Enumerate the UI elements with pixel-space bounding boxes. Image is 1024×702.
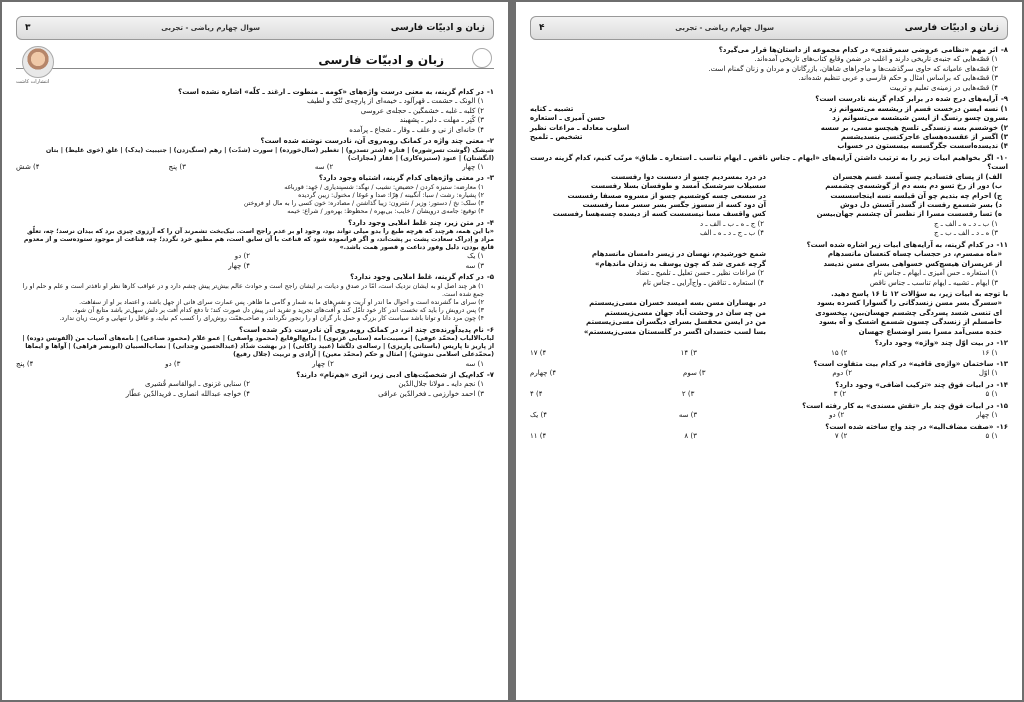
option[interactable]: ۲) ۱۵ [831,348,848,357]
option[interactable]: ۴) ب ـ ج ـ د ـ ه ـ الف [700,229,764,238]
verse[interactable]: ۴) ندیسده‌اسست جگرگسسه بیسستون در خسواب [837,142,1008,151]
verse-hemistich: گرچه عمری شد که چون یوسف به زندان ماندهام» [594,259,766,268]
option[interactable]: ۴) خواجه عبدالله انصاری ـ فریدالدّین عطّار [125,389,250,398]
option[interactable]: ۳) قصّه‌هایی که براساس امثال و حکم فارسی و عربی تنظیم شده‌اند. [798,74,998,83]
option[interactable]: ۳) ه ـ د ـ الف ـ ب ـ ج [934,229,998,238]
question-stem: کدام‌یک از شخصیّت‌های ادبی زیر، اثری «هم‌نام» دارند؟ [296,371,484,380]
option[interactable]: ۴) شش [16,162,40,171]
header-title: زبان و ادبیّات فارسی [904,23,999,33]
device-tag: تشخیص ـ تلمیح [530,132,583,141]
verse-hemistich: حاصسلم از زنسدگی چسون شسمع اشسک و آه بسود [818,318,1002,327]
verse[interactable]: ۱) نسه ایسن درخست قسم از ریشسه می‌تسوانم زد [828,104,1008,113]
option[interactable]: ۲) چهار [312,359,334,368]
verse-hemistich: کس واقسف مسا نیسسست کسه از دیسده چسه‌هسا رفسست [552,210,766,219]
option[interactable]: ۱) ۵ [985,432,998,441]
page-3 [2,2,508,700]
option[interactable]: ۳) ۸ [684,432,697,441]
avatar-caption: انتشارات کاشت [16,79,50,85]
question-stem: در متن زیر، چند غلط املایی وجود دارد؟ [348,218,484,227]
option[interactable]: ۲) ۳ [833,390,847,399]
option[interactable]: ۲) قصّه‌های عامیانه که حاوی سرگذشت‌ها و ماجراهای شاهان، بازرگانان و مردان و زنان گمنام است. [708,64,998,73]
verse-hemistich: در سسعی چسه کوشسیم چسو از مسروه صسفا رفسست [567,191,766,200]
author-avatar [22,46,54,78]
question-4: ۴-در متن زیر، چند غلط املایی وجود دارد؟ «با این همه، هرچند که هرچه طبع را بدو میلی تواند بود، وجود او بر عدم راجح است. نیک‌بخت تشمرند آن را که آرزوی چیزی برد که بیدان نرسد؛ چه، تعلّق مراد و اِدراک سعادت پشت بر پشت‌اند، و اگر فرانموده شود که قناعت با آن سابق است، هم مطیق خرد نگردد؛ چه، قناعت از موجود ستوده‌ست و از معدوم قانع بودن، دلیل وفور دناعت و قصور همت باشد.» ۱) یک ۲) دو ۳) سه ۴) چهار [16,219,494,272]
question-stem: در بیت اوّل چند «واژه» وجود دارد؟ [874,339,994,348]
option[interactable]: ۱) چهار [462,162,484,171]
verse[interactable]: ۳) اگسر از عقسده‌هسای عاجزکنسی بنسدیشسم [840,132,1008,141]
verse-hemistich: الف) از پسای فتسادیم چسو آمسد غسم هجسران [832,172,1002,181]
option[interactable]: ۴) چهار [228,261,250,270]
verse-hemistich: خنده مسی‌آمد مسرا بسر اوضساع جهسان [858,327,1002,336]
verse-hemistich: ای تنسی شسد پسردگی چشسم جهسان‌بین، بیخسودی [815,308,1002,317]
option[interactable]: ۲) مراعات نظیر ـ حسن تعلیل ـ تلمیح ـ تضاد [636,269,764,278]
page-number: ۳ [25,23,31,33]
option[interactable]: ۱) اوّل [978,369,998,378]
option[interactable]: ۳) سه [465,261,484,270]
question-stem: در کدام گزینه، غلط املایی وجود ندارد؟ [350,273,484,282]
option[interactable]: ۳) دو [165,359,181,368]
page-body [530,46,1008,692]
page-number: ۴ [539,23,545,33]
option[interactable]: ۳) کُنِر ـ مهلت ـ دلیر ـ پشهبند [399,116,484,125]
question-stem: اگر بخواهیم ابیات زیر را به ترتیب داشتن آرایه‌های «ایهام ـ جناس ناقص ـ ایهام تناسب ـ استعاره ـ طباق» مرتّب کنیم، کدام گزینه درست است؟ [530,153,1008,172]
verse-hemistich: د) بسر شسمع رفست از گسذر آتسش دل دوش [839,201,1002,209]
device-tag: تشبیه ـ کنایه [530,104,574,113]
instruction-note: با توجه به ابیات زیر، به سؤالات ۱۲ تا ۱۶ پاسخ دهید. [831,289,1008,298]
question-13: ۱۳-ساختمان «واژه‌ی قافیه» در کدام بیت متفاوت است؟ ۱) اوّل ۲) دوم ۳) سوم ۴) چهارم [530,360,1008,378]
option[interactable]: ۲) سنایی غزنوی ـ ابوالقاسم قُشیری [145,380,250,389]
question-10: ۱۰-اگر بخواهیم ابیات زیر را به ترتیب داشتن آرایه‌های «ایهام ـ جناس ناقص ـ ایهام تناسب ـ استعاره ـ طباق» مرتّب کنیم، کدام گزینه درست است؟ الف) از پسای فتسادیم چسو آمسد غسم هجسران در درد بمسردیم چسو از دسست دوا رفسست ب) دور از رخ تسو دم بسه دم از گوشسه‌ی چشمسم سسیلاب سرشسک آمسد و طوفسان بسلا رفسست ج) احرام چه بندیم چو آن قبلسه نسه اینجاسسست در سسعی چسه کوشسیم چسو از مسروه صسفا رفسست د) بسر شسمع رفست از گسذر آتسش دل دوش آن دود کسه از سسوز جگسر بسر سسر مسا رفسست ه) تسا رفسست مسرا از نظسر آن چشسم جهان‌بیسن کس واقسف مسا نیسسست کسه از دیسده چسه‌هسا رفسست ۱) ب ـ د ـ ه ـ الف ـ ج ۲) ج ـ ه ـ ب ـ الف ـ د ۳) ه ـ د ـ الف ـ ب ـ ج ۴) ب ـ ج ـ د ـ ه ـ الف [530,153,1008,238]
question-2: ۲-معنی چند واژه در کمانک روبه‌روی آن، نادرست نوشته شده است؟ شیشک (گوشت تسرشوره) | فتاره (شتر تسدرو) | تغطیر (سال‌خورده) | سورت (شدّت) | رهم (سنگ‌زدن) | جنیبیت (یدک) | غلق (خوی غلیظ) | بتان (انگشتان) | عنود (ستیزه‌کاری) | عقار (مجازات) ۱) چهار ۲) سه ۳) پنج ۴) شش [16,137,494,171]
question-3: ۳-در معنی واژه‌های کدام گزینه، اشتباه وجود دارد؟ ۱) معارضه: ستیزه کردن / حضیض: نشیب / نهگد: شسپندیاری / جَهد: قورباغه ۲) پشیاره: رشت / سبا: آنگبینه / هِرّا: صدا و غوغا / مخنول: زیبن گردیده ۳) سلک: نخ / دستور: وزیر / سَترون: زیبا گذاشتن / مصادره: خون کسی را به مال او فروختن ۴) توقیع: جامه‌ی درویشان / خایب: بی‌بهره / محظوظ: بهره‌ور / شراع: خیمه [16,174,494,216]
option[interactable]: ۱) یک [467,252,484,261]
option[interactable]: ۳) سلک: نخ / دستور: وزیر / سَترون: زیبا گذاشتن / مصادره: خون کسی را به مال او فروختن [243,200,484,208]
question-8: ۸-اثر مهم «نظامی عروضی سمرقندی» در کدام مجموعه از داستان‌ها قرار می‌گیرد؟ ۱) قصّه‌هایی که جنبه‌ی تاریخی دارند و اغلب در ضمن وقایع کتاب‌های تاریخی آمده‌اند. ۲) قصّه‌های عامیانه که حاوی سرگذشت‌ها و ماجراهای شاهان، بازرگانان و مردان و زنان گمنام است. ۳) قصّه‌هایی که براساس امثال و حکم فارسی و عربی تنظیم شده‌اند. ۴) قصّه‌هایی در زمینه‌ی تعلیم و تربیت [530,46,1008,93]
verse-hemistich: من چه سان در وحشت آباد جهان مسی‌زیسستم [604,308,766,317]
option[interactable]: ۲) سه [314,162,334,171]
option[interactable]: ۳) احمد خوارزمی ـ فخرالدّین عراقی [378,389,484,398]
verse-hemistich: از عزیسزان هیسچ‌کس خسواهی بسرای مسن ندیسد [823,259,1002,268]
verse-hemistich: سسیلاب سرشسک آمسد و طوفسان بسلا رفسست [590,182,766,191]
option[interactable]: ۴) ۱۱ [530,432,547,441]
question-text: شیشک (گوشت تسرشوره) | فتاره (شتر تسدرو) | تغطیر (سال‌خورده) | سورت (شدّت) | رهم (سنگ‌زدن) | جنیبیت (یدک) | غلق (خوی غلیظ) | بتان (انگشتان) | عنود (ستیزه‌کاری) | عقار (مجازات) [45,146,494,162]
question-12: ۱۲-در بیت اوّل چند «واژه» وجود دارد؟ ۱) ۱۶ ۲) ۱۵ ۳) ۱۴ ۴) ۱۷ [530,339,1008,357]
option[interactable]: ۴) ۱۷ [530,348,547,357]
option[interactable]: ۱) چهار [976,411,998,420]
option[interactable]: ۴) یک [530,411,547,420]
verse-hemistich: در بهساران مسن بسه امیسد خسزان مسی‌زیسستم [589,299,766,308]
option[interactable]: ۱) ۵ [985,390,998,399]
option[interactable]: ۲) دو [234,252,250,261]
question-text: لباب‌الالباب (محمّد عوفی) | مصیبت‌نامه (سنایی غزنوی) | بدایع‌الوقایع (محمود واصفی) | عمو غلام (محمود صناعی) | نامه‌های آسیاب من (آلفونس دوده) | از پاریز تا پاریس (باستانی پاریزی) | رساله‌ی دلگشا (عبید زاکانی) | در بهشت شدّاد (عبدالحسین وجدانی) | نصاب‌الصبیان (ابونصر فراهی) | آواها و ایماها (محمّدعلی اسلامی ندوشن) | امثال و حکم (محمّد معین) | آزادی و تربیت (جلال رفیع) [22,335,494,359]
question-stem: اثر مهم «نظامی عروضی سمرقندی» در کدام مجموعه از داستان‌ها قرار می‌گیرد؟ [718,46,998,54]
option[interactable]: ۲) دوم [832,369,852,378]
question-16: ۱۶-«صفت مضاف‌الیه» در چند واج ساخته شده است؟ ۱) ۵ ۲) ۷ ۳) ۸ ۴) ۱۱ [530,422,1008,441]
option[interactable]: ۴) چون مرد دانا و توانا باشد سیاست کار بزرگ و حمل بار گران او را رنجور نگرداند، و صاحب‌همّت روش‌رای را کسب کم نباید، و عاقل را تنهایی و غربت زیان ندارد. [59,315,484,323]
question-15: ۱۵-در ابیات فوق چند بار «نقش مسندی» به کار رفته است؟ ۱) چهار ۲) دو ۳) سه ۴) یک [530,401,1008,420]
question-stem: معنی چند واژه در کمانک روبه‌روی آن، نادرست نوشته شده است؟ [260,137,484,146]
option[interactable]: ۱) ب ـ د ـ ه ـ الف ـ ج [934,219,998,228]
verse-hemistich: ب) دور از رخ تسو دم بسه دم از گوشسه‌ی چشمسم [825,182,1002,191]
question-7: ۷-کدام‌یک از شخصیّت‌های ادبی زیر، اثری «هم‌نام» دارند؟ ۱) نجم دایه ـ مولانا جلال‌الدّین ۲) سنایی غزنوی ـ ابوالقاسم قُشیری ۳) احمد خوارزمی ـ فخرالدّین عراقی ۴) خواجه عبدالله انصاری ـ فریدالدّین عطّار [16,371,494,399]
option[interactable]: ۴) خانه‌ای از نی و علف ـ وقار ـ شجاع ـ پرآمده [349,125,484,134]
question-stem: در معنی واژه‌های کدام گزینه، اشتباه وجود دارد؟ [318,174,484,183]
verse-hemistich: من در ایسن محفسل بسرای دیگسران مسی‌زیسستم [586,318,766,327]
option[interactable]: ۳) سه [678,411,698,420]
option[interactable]: ۱) استعاره ـ حس آمیزی ـ ایهام ـ جناس تام [873,269,998,278]
option[interactable]: ۳) ۲ [681,390,695,399]
question-stem: «صفت مضاف‌الیه» در چند واج ساخته شده است؟ [825,422,994,431]
verse-hemistich: شمع خورشیدم، نهسان در زیسر دامسان مانسدهام [591,250,766,259]
question-stem: در کدام گزینه، به آرایه‌های ابیات زیر اشاره شده است؟ [806,240,994,249]
header-subtitle: سوال چهارم ریاضی - تجربی [675,24,775,32]
option[interactable]: ۴) ۴ [530,390,543,399]
section-title: زبان و ادبیّات فارسی [318,53,444,67]
question-5: ۵-در کدام گزینه، غلط املایی وجود ندارد؟ ۱) هر چند اصل او به ایشان نزدیک است، امّا در صدق و دیانت بر ایشان راجح است و حوادث عالم بیش‌تر پیش چشم دارد و در عواقب کارها نظر او نافذتر است و علم و حلم او را جمع شده است. ۲) سرای ما گشرنده است و احوال ما اندر او اَریت و نفس‌های ما به شمار و گامی ما ظاهر. پس عمارت سرای فانی از جهل باشد، و اعتماد بر او از سفاهت. ۳) پس درویش را باید که نخست اندر کار خود تأمّل کند و آفت‌های تجرید و تفرید اندر پیش دل صورت کند؛ تا دفع کدام آفت بر دلش سهل‌تر باشد متابع آن شود. ۴) چون مرد دانا و توانا باشد سیاست کار بزرگ و حمل بار گران او را رنجور نگرداند، و صاحب‌همّت روش‌رای را کسب کم نباید، و عاقل را تنهایی و غربت زیان ندارد. [16,273,494,323]
question-1: ۱-در کدام گزینه، به معنی درست واژه‌های «کومه ـ منطوت ـ ارغند ـ کلّه» اشاره نشده است؟ ۱) الونک ـ حشمت ـ قهرآلود ـ خیمه‌ای از پارچه‌ی تُنُک و لطیف ۲) کلبه ـ غلبه ـ خشمگین ـ حجله‌ی عروسی ۳) کُنِر ـ مهلت ـ دلیر ـ پشهبند ۴) خانه‌ای از نی و علف ـ وقار ـ شجاع ـ پرآمده [16,88,494,135]
question-stem: در ابیات فوق چند بار «نقش مسندی» به کار رفته است؟ [802,401,994,410]
verse[interactable]: ۲) خوشسم بسه زنسدگی تلسخ هیچسو مسی، بر سسه [820,123,1008,132]
option[interactable]: ۱) هر چند اصل او به ایشان نزدیک است، امّا در صدق و دیانت بر ایشان راجح است و حوادث عالم بیش‌تر پیش چشم دارد و در عواقب کارها نظر او نافذتر است و علم و حلم او را جمع شده است. [22,282,484,298]
question-11: ۱۱-در کدام گزینه، به آرایه‌های ابیات زیر اشاره شده است؟ «ماه مصسرم، در حجساب چساه کنعسان مانسدهام شمع خورشیدم، نهسان در زیسر دامسان مانسدهام از عزیسزان هیسچ‌کس خسواهی بسرای مسن ندیسد گرچه عمری شد که چون یوسف به زندان ماندهام» ۱) استعاره ـ حس آمیزی ـ ایهام ـ جناس تام ۲) مراعات نظیر ـ حسن تعلیل ـ تلمیح ـ تضاد ۳) ایهام ـ تشبیه ـ ایهام تناسب ـ جناس ناقص ۴) استعاره ـ تناقض ـ واج‌آرایی ـ جناس تام [530,241,1008,288]
question-6: ۶-نام پدیدآورنده‌ی چند اثر، در کمانک روبه‌روی آن نادرست ذکر شده است؟ لباب‌الالباب (محمّد عوفی) | مصیبت‌نامه (سنایی غزنوی) | بدایع‌الوقایع (محمود واصفی) | عمو غلام (محمود صناعی) | نامه‌های آسیاب من (آلفونس دوده) | از پاریز تا پاریس (باستانی پاریزی) | رساله‌ی دلگشا (عبید زاکانی) | در بهشت شدّاد (عبدالحسین وجدانی) | نصاب‌الصبیان (ابونصر فراهی) | آواها و ایماها (محمّدعلی اسلامی ندوشن) | امثال و حکم (محمّد معین) | آزادی و تربیت (جلال رفیع) ۱) سه ۲) چهار ۳) دو ۴) پنج [16,325,494,368]
title-divider [16,68,494,69]
page-header [530,16,1008,40]
option[interactable]: ۲) دو [829,411,845,420]
question-stem: در کدام گزینه، به معنی درست واژه‌های «کومه ـ منطوت ـ ارغند ـ کلّه» اشاره نشده است؟ [178,88,484,96]
option[interactable]: ۱) نجم دایه ـ مولانا جلال‌الدّین [398,380,484,389]
question-stem: در ابیات فوق چند «ترکیب اضافی» وجود دارد؟ [835,380,994,389]
page-body [16,46,494,692]
question-9: ۹-آرایه‌های درج شده در برابر کدام گزینه نادرست است؟ ۱) نسه ایسن درخست قسم از ریشسه می‌تسوانم زد تشبیه ـ کنایه بسرون چسو رنسگ از ایسن شیشسه می‌تسوانم زد حسن آمیزی ـ استعاره ۲) خوشسم بسه زنسدگی تلسخ هیچسو مسی، بر سسه اسلوب معادله ـ مراعات نظیر ۳) اگسر از عقسده‌هسای عاجزکنسی بنسدیشسم تشخیص ـ تلمیح ۴) ندیسده‌اسست جگرگسسه بیسستون در خسواب [530,95,1008,151]
verse: بسرون چسو رنسگ از ایسن شیشسه می‌تسوانم زد [832,114,1008,123]
option[interactable]: ۳) پس درویش را باید که نخست اندر کار خود تأمّل کند و آفت‌های تجرید و تفرید اندر پیش دل صورت کند؛ تا دفع کدام آفت بر دلش سهل‌تر باشد متابع آن شود. [72,307,484,315]
option[interactable]: ۴) استعاره ـ تناقض ـ واج‌آرایی ـ جناس تام [642,278,764,287]
option[interactable]: ۳) پنج [168,162,186,171]
verse-hemistich: «ماه مصسرم، در حجساب چساه کنعسان مانسدهام [827,250,1002,259]
option[interactable]: ۴) چهارم [530,369,557,378]
option[interactable]: ۲) پشیاره: رشت / سبا: آنگبینه / هِرّا: صدا و غوغا / مخنول: زیبن گردیده [298,192,484,200]
question-stem: ساختمان «واژه‌ی قافیه» در کدام بیت متفاوت است؟ [813,360,994,368]
device-tag: حسن آمیزی ـ استعاره [530,114,606,123]
option[interactable]: ۲) ۷ [834,432,848,441]
option[interactable]: ۳) سوم [683,369,706,378]
verse-hemistich: آن دود کسه از سسوز جگسر بسر سسر مسا رفسست [582,201,766,209]
verse-hemistich: «سسرگ بسر مسن زنسدگانی را گسوارا کسرده بسود [816,299,1002,308]
note-block [530,290,1008,337]
option[interactable]: ۱) معارضه: ستیزه کردن / حضیض: نشیب / نهگد: شسپندیاری / جَهد: قورباغه [284,183,484,191]
option[interactable]: ۱) الونک ـ حشمت ـ قهرآلود ـ خیمه‌ای از پارچه‌ی تُنُک و لطیف [307,97,484,106]
option[interactable]: ۲) ج ـ ه ـ ب ـ الف ـ د [700,219,764,228]
option[interactable]: ۳) ایهام ـ تشبیه ـ ایهام تناسب ـ جناس ناقص [869,278,998,287]
question-14: ۱۴-در ابیات فوق چند «ترکیب اضافی» وجود دارد؟ ۱) ۵ ۲) ۳ ۳) ۲ ۴) ۴ [530,380,1008,399]
question-text: «با این همه، هرچند که هرچه طبع را بدو میلی تواند بود، وجود او بر عدم راجح است. نیک‌بخت تشمرند آن را که آرزوی چیزی برد که بیدان نرسد؛ چه، تعلّق مراد و اِدراک سعادت پشت بر پشت‌اند، و اگر فرانموده شود که قناعت با آن سابق است، هم مطیق خرد نگردد؛ چه، قناعت از موجود ستوده‌ست و از معدوم قانع بودن، دلیل وفور دناعت و قصور همت باشد.» [23,227,494,252]
page-4 [516,2,1022,700]
header-subtitle: سوال چهارم ریاضی - تجربی [161,24,261,32]
option[interactable]: ۴) قصّه‌هایی در زمینه‌ی تعلیم و تربیت [889,83,998,92]
option[interactable]: ۲) سرای ما گشرنده است و احوال ما اندر او اَریت و نفس‌های ما به شمار و گامی ما ظاهر. پس عمارت سرای فانی از جهل باشد، و اعتماد بر او از سفاهت. [79,299,484,307]
option[interactable]: ۱) ۱۶ [981,348,998,357]
question-stem: آرایه‌های درج شده در برابر کدام گزینه نادرست است؟ [815,95,998,104]
verse-hemistich: ج) احرام چه بندیم چو آن قبلسه نسه اینجاسسست [830,191,1002,200]
verse-hemistich: بسا لسب خنسدان اگسر در گلسستان مسی‌زیسستم» [583,327,766,336]
device-tag: اسلوب معادله ـ مراعات نظیر [530,123,630,132]
option[interactable]: ۴) توقیع: جامه‌ی درویشان / خایب: بی‌بهره / محظوظ: بهره‌ور / شراع: خیمه [287,208,484,216]
verse-hemistich: در درد بمسردیم چسو از دسست دوا رفسست [610,172,766,181]
option[interactable]: ۲) کلبه ـ غلبه ـ خشمگین ـ حجله‌ی عروسی [360,106,484,115]
option[interactable]: ۱) قصّه‌هایی که جنبه‌ی تاریخی دارند و اغلب در ضمن وقایع کتاب‌های تاریخی آمده‌اند. [754,55,998,64]
section-title-block [16,46,494,86]
page-header [16,16,494,40]
verse-hemistich: ه) تسا رفسست مسرا از نظسر آن چشسم جهان‌بیسن [816,210,1002,219]
bird-logo-icon [472,48,492,68]
option[interactable]: ۱) سه [465,359,484,368]
question-stem: نام پدیدآورنده‌ی چند اثر، در کمانک روبه‌روی آن نادرست ذکر شده است؟ [239,325,484,334]
header-title: زبان و ادبیّات فارسی [390,23,485,33]
option[interactable]: ۳) ۱۴ [680,348,697,357]
option[interactable]: ۴) پنج [16,359,34,368]
